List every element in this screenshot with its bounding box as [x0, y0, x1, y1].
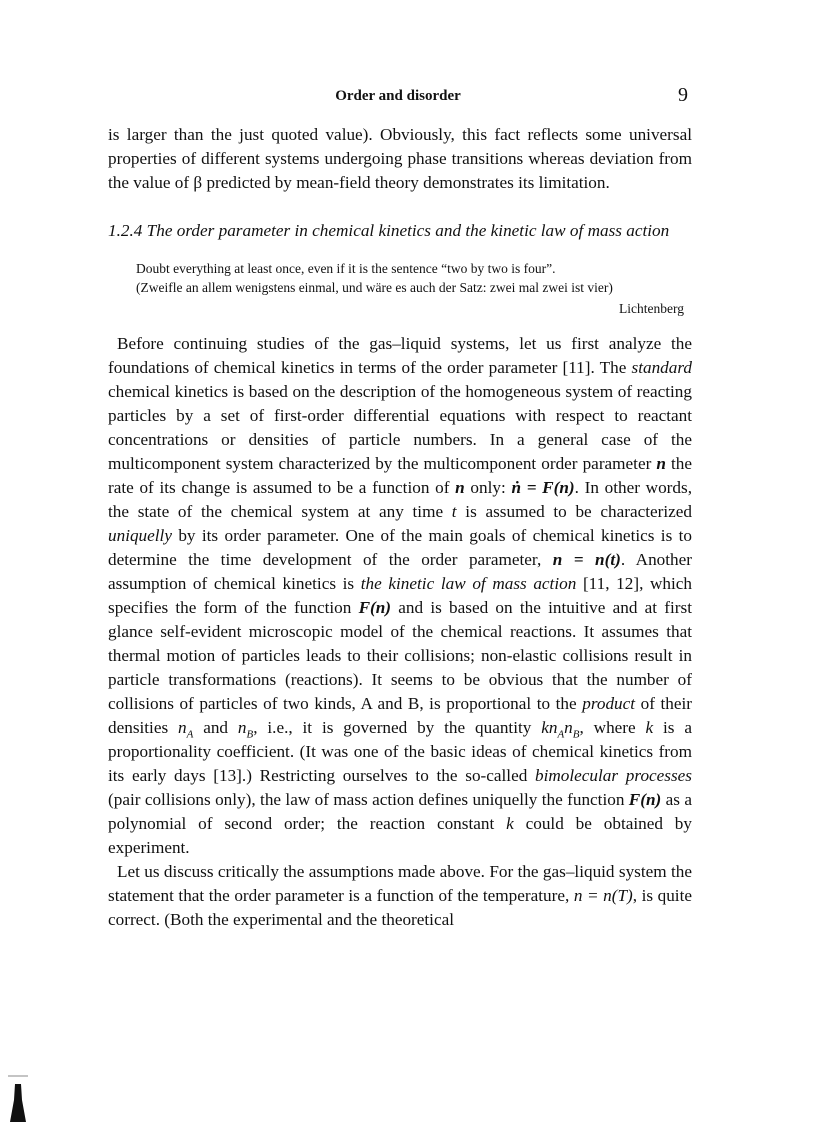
page-header [108, 84, 688, 110]
body-paragraph-1: Before continuing studies of the gas–liquid systems, let us first analyze the foundations of chemical kinetics in terms of the order parameter [11]. The standard chemical kinetics is based on the description of the homogeneous system of reacting particles by a set of first-order differential equations with respect to reactant concentrations or densities of particle numbers. In a general case of the multicomponent system characterized by the multicomponent order parameter n the rate of its change is assumed to be a function of n only: ṅ = F(n). In other words, the state of the chemical system at any time t is assumed to be characterized uniquelly by its order parameter. One of the main goals of chemical kinetics is to determine the time development of the order parameter, n = n(t). Another assumption of chemical kinetics is the kinetic law of mass action [11, 12], which specifies the form of the function F(n) and is based on the intuitive and at first glance self-evident microscopic model of the chemical reactions. It assumes that thermal motion of particles leads to their collisions; non-elastic collisions result in particle transformations (reactions). It seems to be obvious that the number of collisions of particles of two kinds, A and B, is proportional to the product of their densities $n_A$ and $n_B$, i.e., it is governed by the quantity $kn_An_B$, where k is a proportionality coefficient. (It was one of the basic ideas of chemical kinetics from its early days [13].) Restricting ourselves to the so-called bimolecular processes (pair collisions only), the law of mass action defines uniquelly the function F(n) as a polynomial of second order; the reaction constant k could be obtained by experiment. [108, 334, 693, 857]
equation-rate: ṅ = F(n) [511, 478, 575, 497]
page-body [108, 123, 692, 932]
running-title: Order and disorder [335, 88, 461, 104]
scan-margin-mark [6, 1070, 30, 1122]
symbol-F-of-n: F(n) [358, 598, 392, 617]
intro-paragraph: is larger than the just quoted value). Obviously, this fact reflects some universal properties of different systems undergoing phase transitions whereas deviation from the value of β predicted by mean-field theory demonstrates its limitation. [108, 125, 692, 192]
equation-n-of-T: n = n(T) [573, 886, 633, 905]
equation-time-development: n = n(t) [552, 550, 621, 569]
symbol-n: n [455, 478, 465, 497]
symbol-nA: $n_A$ [178, 718, 194, 741]
symbol-F-of-n: F(n) [628, 790, 662, 809]
emphasis-uniquelly: uniquelly [108, 526, 172, 545]
emphasis-bimolecular-processes: bimolecular processes [535, 766, 692, 785]
symbol-n: n [656, 454, 666, 473]
epigraph-author: Lichtenberg [619, 301, 684, 316]
symbol-k: k [645, 718, 654, 737]
emphasis-product: product [582, 694, 636, 713]
emphasis-standard: standard [631, 358, 692, 377]
symbol-knAnB: $kn_An_B$ [541, 718, 580, 741]
epigraph-translation: (Zweifle an allem wenigstens einmal, und wäre es auch der Satz: zwei mal zwei ist vier) [136, 280, 613, 295]
page-number: 9 [678, 84, 688, 106]
epigraph-quote: Doubt everything at least once, even if it is the sentence “two by two is four”. [136, 261, 556, 276]
symbol-nB: $n_B$ [237, 718, 254, 741]
symbol-t: t [451, 502, 457, 521]
symbol-k: k [506, 814, 514, 833]
body-paragraph-2: Let us discuss critically the assumptions made above. For the gas–liquid system the statement that the order parameter is a function of the temperature, n = n(T), is quite correct. (Both the experimental and the theoretical [108, 862, 692, 929]
section-heading: 1.2.4 The order parameter in chemical kinetics and the kinetic law of mass action [108, 221, 670, 240]
emphasis-law-of-mass-action: the kinetic law of mass action [360, 574, 577, 593]
epigraph [136, 259, 684, 318]
